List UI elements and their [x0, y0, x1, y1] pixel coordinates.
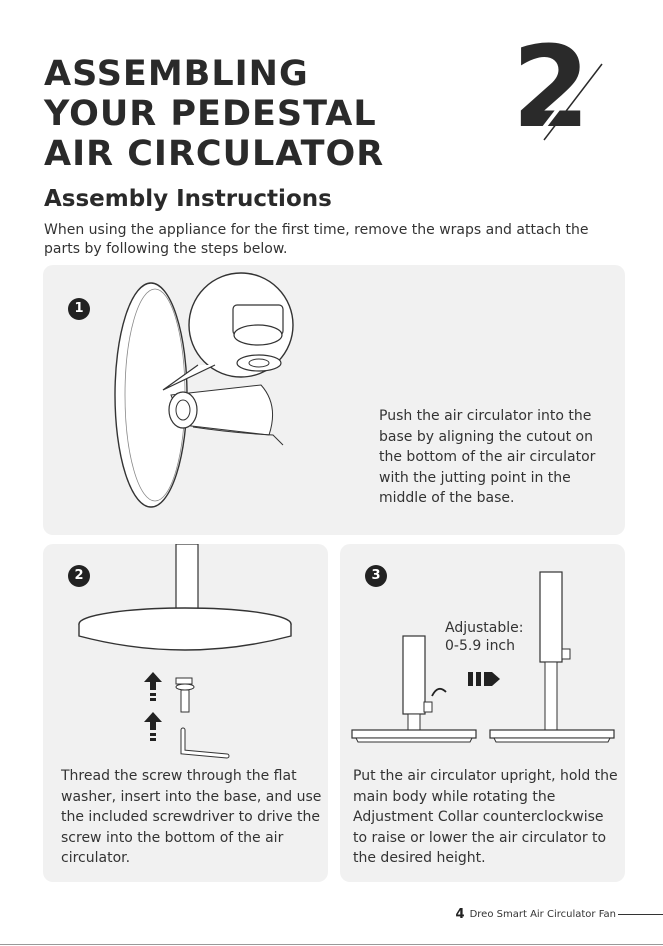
chapter-number-graphic [508, 32, 604, 142]
title-line-3: AIR CIRCULATOR [44, 134, 385, 174]
adjustable-label-line-1: Adjustable: [445, 620, 524, 636]
adjustable-label-line-2: 0-5.9 inch [445, 638, 516, 654]
step-1-badge: 1 [68, 298, 90, 320]
intro-paragraph: When using the appliance for the first time, remove the wraps and attach the parts by following the steps below. [44, 222, 589, 257]
section-heading: Assembly Instructions [44, 186, 332, 212]
page-title [44, 54, 384, 174]
adjustable-label [445, 619, 523, 655]
step-2-badge: 2 [68, 565, 90, 587]
step-3-text: Put the air circulator upright, hold the main body while rotating the Adjustment Collar counterclockwise to raise or lower the air circulator to the desired height. [353, 768, 618, 866]
document-title: Dreo Smart Air Circulator Fan [469, 908, 616, 920]
title-line-2: YOUR PEDESTAL [44, 94, 377, 134]
title-line-1: ASSEMBLING [44, 54, 309, 94]
step-3-panel [340, 544, 625, 882]
footer-rule [618, 914, 663, 915]
step-1-text: Push the air circulator into the base by aligning the cutout on the bottom of the air circulator with the jutting point in the middle of the base. [379, 408, 596, 506]
step-2-panel [43, 544, 328, 882]
step-2-text: Thread the screw through the flat washer, insert into the base, and use the included screwdriver to drive the screw into the bottom of the air circulator. [61, 768, 322, 866]
page-footer [456, 906, 663, 922]
page-number: 4 [455, 906, 465, 922]
step-3-badge: 3 [365, 565, 387, 587]
step-1-panel [43, 265, 625, 535]
bottom-divider [0, 944, 663, 945]
chapter-number: 2 [512, 32, 590, 142]
